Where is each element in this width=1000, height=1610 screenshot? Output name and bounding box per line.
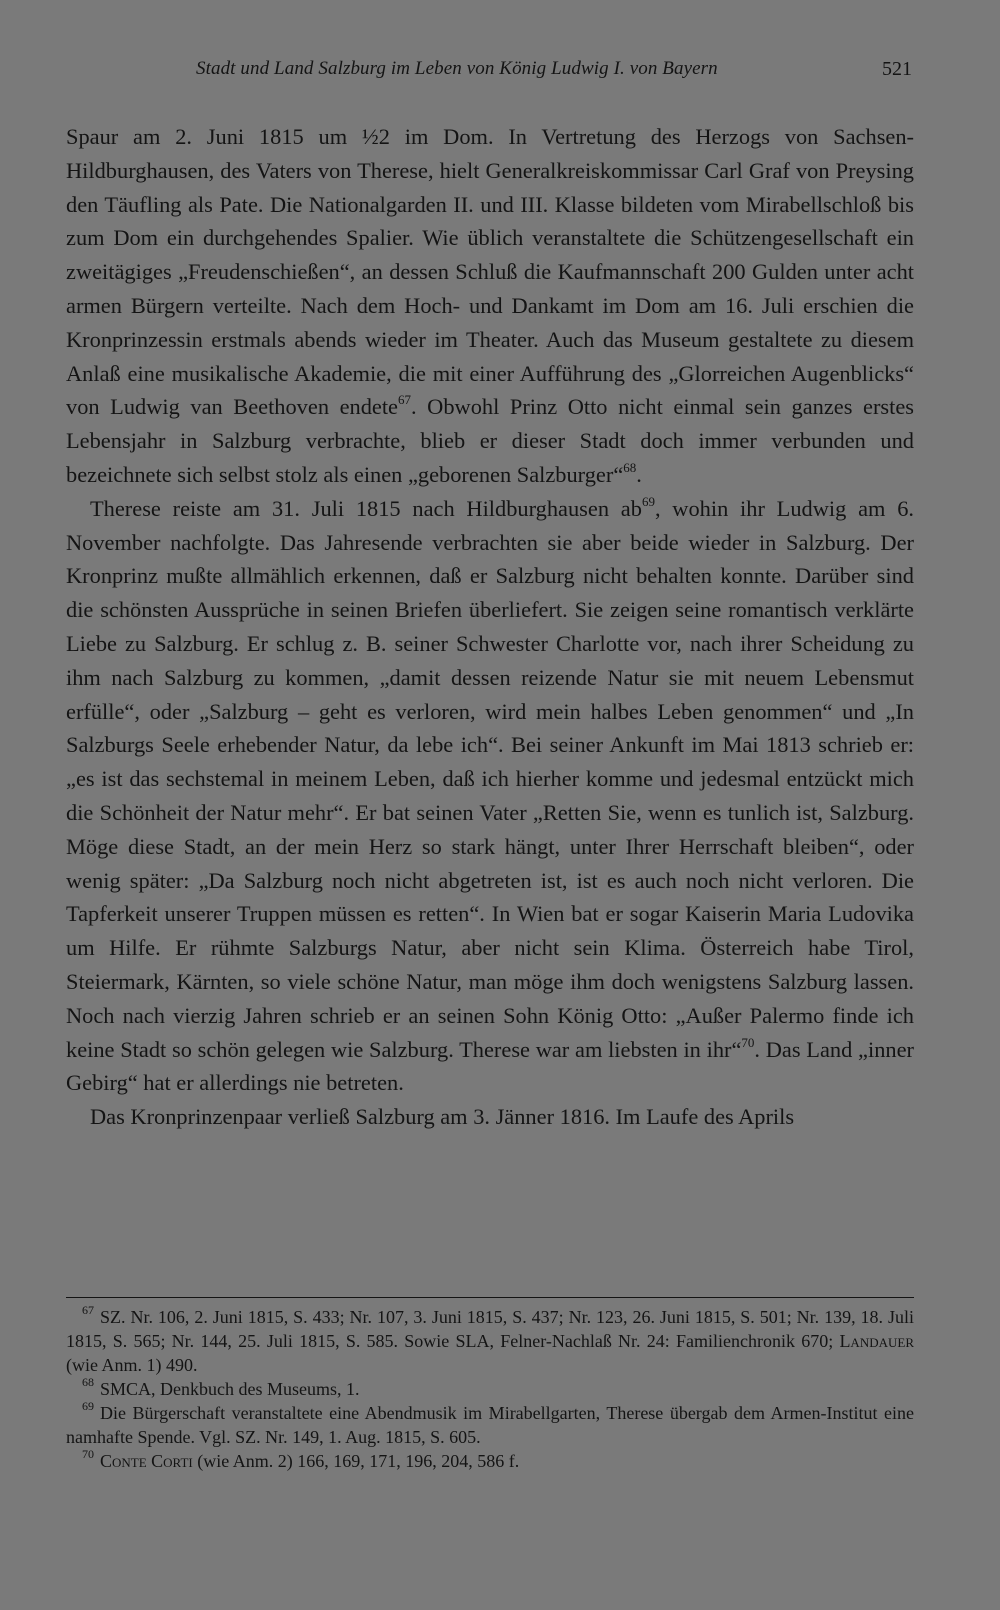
footnote-number: 69 — [82, 1399, 94, 1413]
footnote-author: Conte Corti — [100, 1451, 193, 1471]
footnotes — [66, 1305, 914, 1473]
footnote-69 — [66, 1401, 914, 1449]
paragraph-1-text-b: . Obwohl Prinz Otto nicht einmal sein ganzes erstes Lebensjahr in Salzburg verbrachte, blieb er dieser Stadt doch immer verbunden und bezeichnete sich selbst stolz als einen „geborenen Salzburger“ — [66, 394, 914, 487]
page-number: 521 — [882, 58, 912, 80]
paragraph-1 — [66, 120, 914, 492]
footnote-number: 67 — [82, 1303, 94, 1317]
footnote-text-tail: (wie Anm. 1) 490. — [66, 1355, 198, 1375]
footnote-text: SMCA, Denkbuch des Museums, 1. — [100, 1379, 360, 1399]
footnote-70 — [66, 1449, 914, 1473]
footnote-number: 68 — [82, 1375, 94, 1389]
footnote-text: SZ. Nr. 106, 2. Juni 1815, S. 433; Nr. 107, 3. Juni 1815, S. 437; Nr. 123, 26. Juni 1815, S. 501; Nr. 139, 18. Juli 1815, S. 565; Nr. 144, 25. Juli 1815, S. 585. Sowie SLA, Felner-Nachlaß Nr. 24: Familienchronik 670; — [66, 1307, 914, 1351]
footnote-ref-69: 69 — [641, 493, 655, 509]
footnote-67 — [66, 1305, 914, 1377]
running-head: Stadt und Land Salzburg im Leben von König Ludwig I. von Bayern — [196, 58, 718, 79]
footnote-text: Die Bürgerschaft veranstaltete eine Abendmusik im Mirabellgarten, Therese übergab dem Armen-Institut eine namhafte Spende. Vgl. SZ. Nr. 149, 1. Aug. 1815, S. 605. — [66, 1403, 914, 1447]
footnote-number: 70 — [82, 1447, 94, 1461]
paragraph-3: Das Kronprinzenpaar verließ Salzburg am 3. Jänner 1816. Im Laufe des Aprils — [90, 1104, 795, 1130]
footnote-text-tail: (wie Anm. 2) 166, 169, 171, 196, 204, 586 f. — [192, 1451, 520, 1471]
footnote-separator — [66, 1297, 914, 1298]
paragraph-2-text-c: . Das Land „inner Gebirg“ hat er allerdings nie betreten. — [66, 1036, 914, 1096]
footnote-ref-68: 68 — [623, 459, 637, 475]
paragraph-1-text-c: . — [636, 461, 642, 487]
footnote-ref-67: 67 — [398, 392, 411, 408]
main-text — [66, 120, 914, 1134]
paragraph-1-text-a: Spaur am 2. Juni 1815 um ½2 im Dom. In Vertretung des Herzogs von Sachsen-Hildburghausen, des Vaters von Therese, hielt Generalkreiskommissar Carl Graf von Preysing den Täufling als Pate. Die Nationalgarden II. und III. Klasse bildeten vom Mirabellschloß bis zum Dom ein durchgehendes Spalier. Wie üblich veranstaltete die Schützengesellschaft ein zweitägiges „Freudenschießen“, an dessen Schluß die Kaufmannschaft 200 Gulden unter acht armen Bürgern verteilte. Nach dem Hoch- und Dankamt im Dom am 16. Juli erschien die Kronprinzessin erstmals abends wieder im Theater. Auch das Museum gestaltete zu diesem Anlaß eine musikalische Akademie, die mit einer Aufführung des „Glorreichen Augenblicks“ von Ludwig van Beethoven endete — [66, 124, 914, 420]
paragraph-2-text-b: , wohin ihr Ludwig am 6. November nachfolgte. Das Jahresende verbrachten sie aber beide wieder in Salzburg. Der Kronprinz mußte allmählich erkennen, daß er Salzburg nicht behalten konnte. Darüber sind die schönsten Aussprüche in seinen Briefen überliefert. Sie zeigen seine romantisch verklärte Liebe zu Salzburg. Er schlug z. B. seiner Schwester Charlotte vor, nach ihrer Scheidung zu ihm nach Salzburg zu kommen, „damit dessen reizende Natur sie mit neuem Lebensmut erfülle“, oder „Salzburg – geht es verloren, wird mein halbes Leben genommen“ und „In Salzburgs Seele erhebender Natur, da lebe ich“. Bei seiner Ankunft im Mai 1813 schrieb er: „es ist das sechstemal in meinem Leben, daß ich hierher komme und jedesmal entzückt mich die Schönheit der Natur mehr“. Er bat seinen Vater „Retten Sie, wenn es tunlich ist, Salzburg. Möge diese Stadt, an der mein Herz so stark hängt, unter Ihrer Herrschaft bleiben“, oder wenig später: „Da Salzburg noch nicht abgetreten ist, ist es auch noch nicht verloren. Die Tapferkeit unserer Truppen müssen es retten“. In Wien bat er sogar Kaiserin Maria Ludovika um Hilfe. Er rühmte Salzburgs Natur, aber nicht sein Klima. Österreich habe Tirol, Steiermark, Kärnten, so viele schöne Natur, man möge ihm doch wenigstens Salzburg lassen. Noch nach vierzig Jahren schrieb er an seinen Sohn König Otto: „Außer Palermo finde ich keine Stadt so schön gelegen wie Salzburg. Therese war am liebsten in ihr“ — [66, 495, 914, 1062]
footnote-ref-70: 70 — [741, 1034, 755, 1050]
paragraph-2-text-a: Therese reiste am 31. Juli 1815 nach Hildburghausen ab — [90, 495, 642, 521]
footnote-68 — [66, 1377, 914, 1401]
paragraph-2 — [66, 492, 914, 1100]
footnote-author: Landauer — [839, 1331, 914, 1351]
